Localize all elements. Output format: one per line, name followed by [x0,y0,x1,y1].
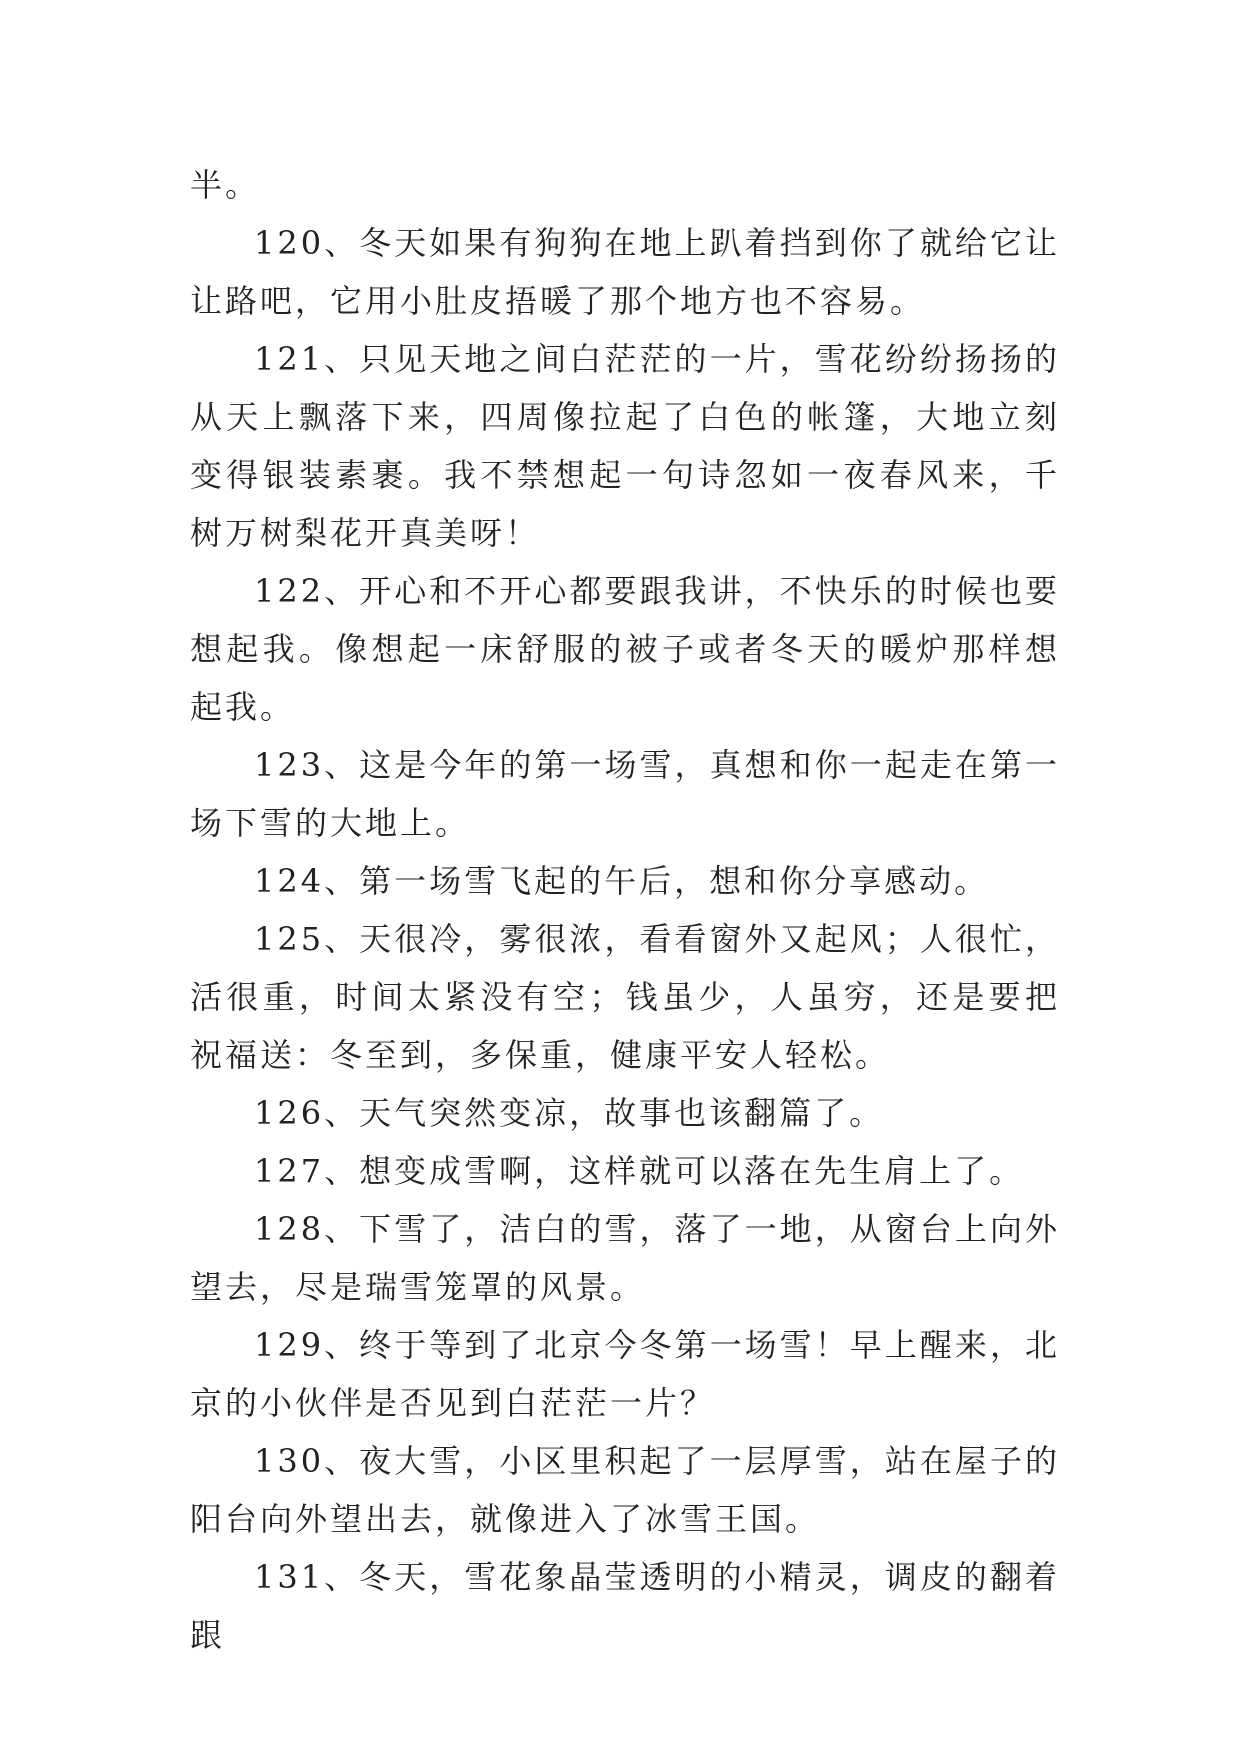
paragraph-121: 121、只见天地之间白茫茫的一片，雪花纷纷扬扬的从天上飘落下来，四周像拉起了白色的帐篷，大地立刻变得银装素裹。我不禁想起一句诗忽如一夜春风来，千树万树梨花开真美呀！ [190,340,1060,552]
paragraph-124: 124、第一场雪飞起的午后，想和你分享感动。 [254,862,990,900]
paragraph-120: 120、冬天如果有狗狗在地上趴着挡到你了就给它让让路吧，它用小肚皮捂暖了那个地方也不容易。 [190,224,1060,320]
paragraph-130: 130、夜大雪，小区里积起了一层厚雪，站在屋子的阳台向外望出去，就像进入了冰雪王国。 [190,1442,1060,1538]
paragraph-123: 123、这是今年的第一场雪，真想和你一起走在第一场下雪的大地上。 [190,746,1060,842]
paragraph-127: 127、想变成雪啊，这样就可以落在先生肩上了。 [254,1152,1025,1190]
document-body [190,156,1060,1664]
paragraph-129: 129、终于等到了北京今冬第一场雪！早上醒来，北京的小伙伴是否见到白茫茫一片？ [190,1326,1060,1422]
paragraph-126: 126、天气突然变凉，故事也该翻篇了。 [254,1094,885,1132]
paragraph-131: 131、冬天，雪花象晶莹透明的小精灵，调皮的翻着跟 [190,1558,1060,1654]
paragraph-125: 125、天很冷，雾很浓，看看窗外又起风；人很忙，活很重，时间太紧没有空；钱虽少，人虽穷，还是要把祝福送：冬至到，多保重，健康平安人轻松。 [190,920,1060,1074]
paragraph-122: 122、开心和不开心都要跟我讲，不快乐的时候也要想起我。像想起一床舒服的被子或者冬天的暖炉那样想起我。 [190,572,1060,726]
paragraph-continuation: 半。 [190,166,261,204]
paragraph-128: 128、下雪了，洁白的雪，落了一地，从窗台上向外望去，尽是瑞雪笼罩的风景。 [190,1210,1060,1306]
